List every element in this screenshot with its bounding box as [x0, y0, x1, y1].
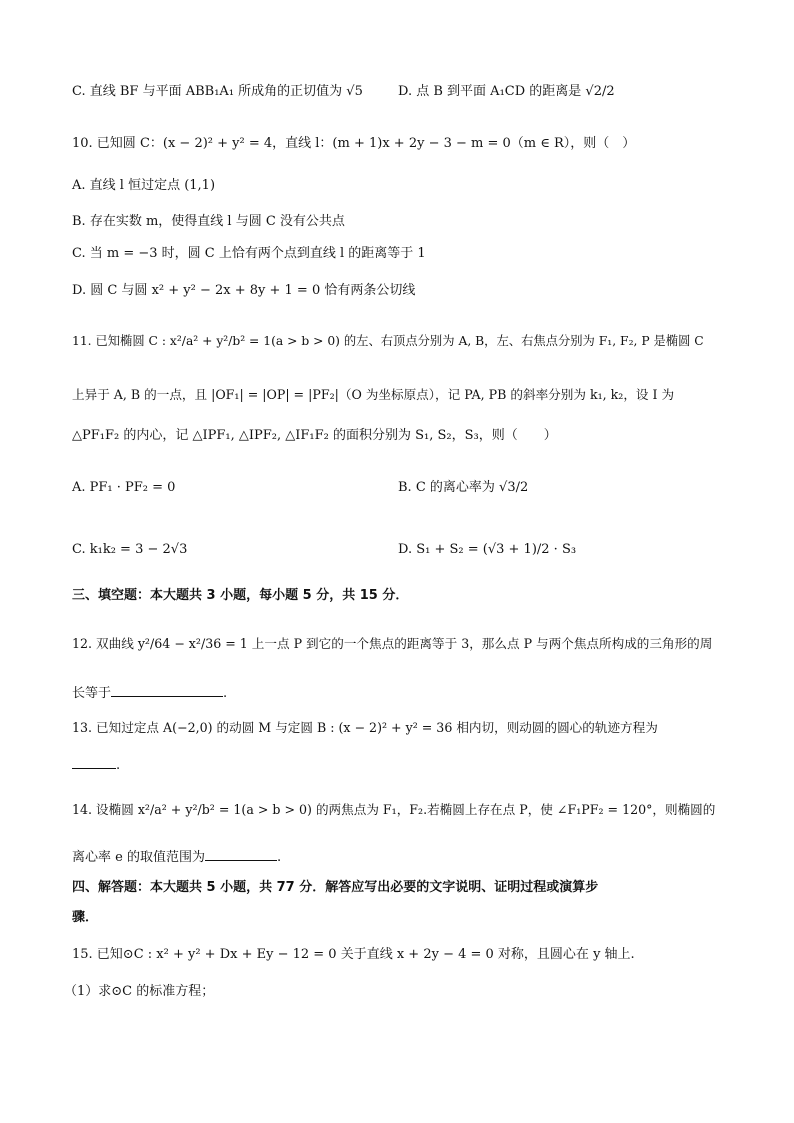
- question-11-line-3: △PF₁F₂ 的内心，记 △IPF₁, △IPF₂, △IF₁F₂ 的面积分别为 S₁, S₂，S₃，则（ ）: [72, 428, 557, 443]
- question-12-text: 长等于: [72, 686, 112, 701]
- question-9-option-c: C. 直线 BF 与平面 ABB₁A₁ 所成角的正切值为 √5: [72, 84, 363, 99]
- question-11-option-a: A. PF₁ · PF₂ = 0: [72, 480, 176, 495]
- question-10-option-d: D. 圆 C 与圆 x² + y² − 2x + 8y + 1 = 0 恰有两条公切线: [72, 283, 416, 298]
- question-13-line-2: [72, 758, 724, 775]
- question-11-line-1: 11. 已知椭圆 C : x²/a² + y²/b² = 1(a > b > 0) 的左、右顶点分别为 A, B，左、右焦点分别为 F₁, F₂, P 是椭圆 C: [72, 334, 704, 348]
- question-9-option-d: D. 点 B 到平面 A₁CD 的距离是 √2/2: [398, 84, 615, 99]
- question-14-line-1: 14. 设椭圆 x²/a² + y²/b² = 1(a > b > 0) 的两焦点为 F₁，F₂.若椭圆上存在点 P，使 ∠F₁PF₂ = 120°，则椭圆的: [72, 802, 716, 817]
- section-4-heading-line-2: 骤．: [72, 910, 99, 925]
- question-10-option-c: C. 当 m = −3 时，圆 C 上恰有两个点到直线 l 的距离等于 1: [72, 246, 426, 261]
- question-15-part-1: （1）求⊙C 的标准方程；: [64, 984, 215, 999]
- period: .: [116, 758, 121, 773]
- answer-blank-12[interactable]: [111, 695, 223, 697]
- answer-blank-14[interactable]: [205, 859, 277, 861]
- question-14-line-2: [72, 850, 724, 867]
- period: .: [276, 850, 282, 865]
- answer-blank-13[interactable]: [72, 767, 116, 769]
- question-11-option-b: B. C 的离心率为 √3/2: [398, 480, 529, 495]
- question-12-line-2: [72, 686, 724, 703]
- question-12-line-1: 12. 双曲线 y²/64 − x²/36 = 1 上一点 P 到它的一个焦点的距离等于 3，那么点 P 与两个焦点所构成的三角形的周: [72, 636, 713, 651]
- question-11-option-d: D. S₁ + S₂ = (√3 + 1)/2 · S₃: [398, 542, 577, 557]
- question-11-option-c: C. k₁k₂ = 3 − 2√3: [72, 542, 188, 557]
- section-4-heading-line-1: 四、解答题：本大题共 5 小题，共 77 分．解答应写出必要的文字说明、证明过程或演算步: [72, 880, 599, 895]
- question-10-stem: 10. 已知圆 C：(x − 2)² + y² = 4，直线 l：(m + 1)x + 2y − 3 − m = 0（m ∈ R），则（ ）: [72, 136, 636, 151]
- section-3-heading: 三、填空题：本大题共 3 小题，每小题 5 分，共 15 分．: [72, 588, 409, 603]
- question-11-line-2: 上异于 A, B 的一点，且 |OF₁| = |OP| = |PF₂|（O 为坐标原点），记 PA, PB 的斜率分别为 k₁, k₂，设 I 为: [72, 387, 675, 402]
- question-15-stem: 15. 已知⊙C : x² + y² + Dx + Ey − 12 = 0 关于直线 x + 2y − 4 = 0 对称，且圆心在 y 轴上.: [72, 947, 635, 962]
- period: .: [223, 686, 228, 701]
- question-10-option-b: B. 存在实数 m，使得直线 l 与圆 C 没有公共点: [72, 214, 345, 229]
- question-13-line-1: 13. 已知过定点 A(−2,0) 的动圆 M 与定圆 B : (x − 2)² + y² = 36 相内切，则动圆的圆心的轨迹方程为: [72, 720, 658, 735]
- question-10-option-a: A. 直线 l 恒过定点 (1,1): [72, 178, 216, 193]
- question-14-text: 离心率 e 的取值范围为: [72, 850, 205, 865]
